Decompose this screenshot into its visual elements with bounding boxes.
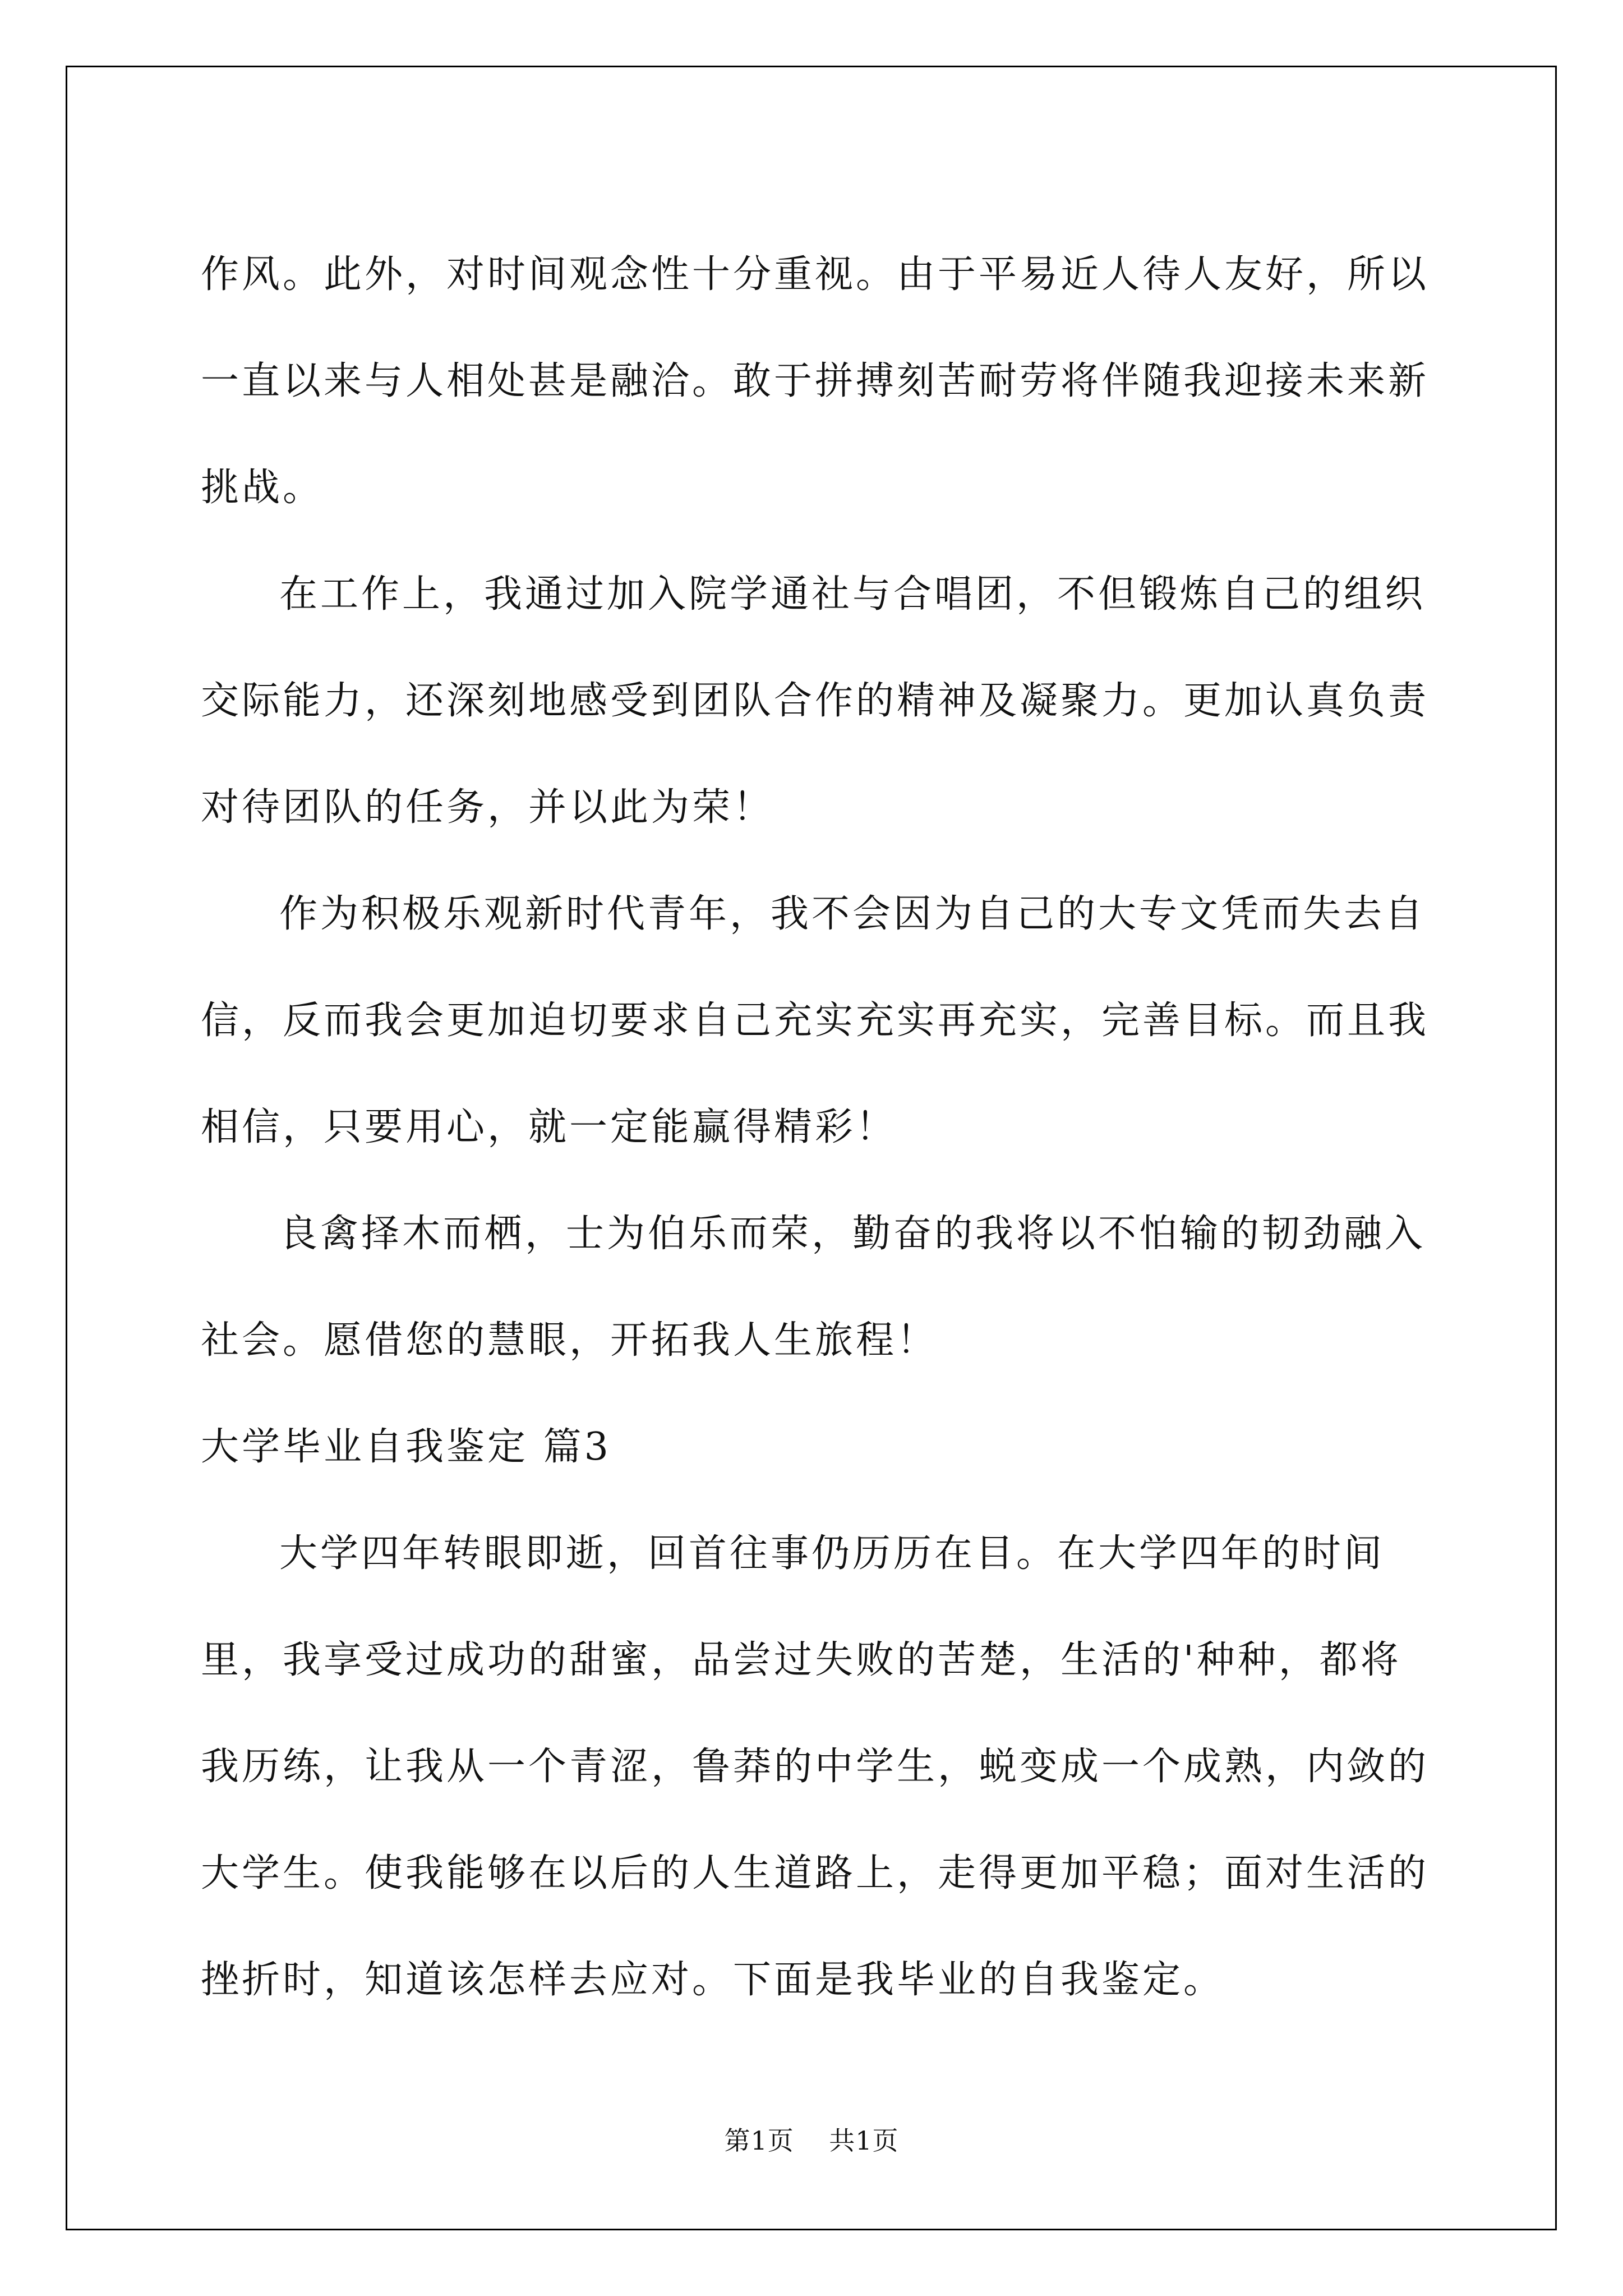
paragraph: 大学四年转眼即逝，回首往事仍历历在目。在大学四年的时间里，我享受过成功的甜蜜，品尝过失败的苦楚，生活的'种种，都将我历练，让我从一个青涩，鲁莽的中学生，蜕变成一个成熟，内敛的大学生。使我能够在以后的人生道路上，走得更加平稳；面对生活的挫折时，知道该怎样去应对。下面是我毕业的自我鉴定。 — [201, 1531, 1430, 2002]
paragraph: 作风。此外，对时间观念性十分重视。由于平易近人待人友好，所以一直以来与人相处甚是融洽。敢于拼搏刻苦耐劳将伴随我迎接未来新挑战。 — [201, 252, 1430, 510]
section-heading: 大学毕业自我鉴定 篇3 — [201, 1425, 611, 1469]
paragraph: 作为积极乐观新时代青年，我不会因为自己的大专文凭而失去自信，反而我会更加迫切要求自己充实充实再充实，完善目标。而且我相信，只要用心，就一定能赢得精彩！ — [201, 892, 1430, 1149]
page-total: 共1页 — [829, 2125, 899, 2156]
document-body — [201, 222, 1435, 2033]
paragraph: 良禽择木而栖，士为伯乐而荣，勤奋的我将以不怕输的韧劲融入社会。愿借您的慧眼，开拓我人生旅程！ — [201, 1212, 1426, 1363]
page-footer — [0, 2120, 1623, 2157]
page-number: 第1页 — [724, 2125, 794, 2156]
paragraph: 在工作上，我通过加入院学通社与合唱团，不但锻炼自己的组织交际能力，还深刻地感受到团队合作的精神及凝聚力。更加认真负责对待团队的任务，并以此为荣！ — [201, 572, 1430, 830]
